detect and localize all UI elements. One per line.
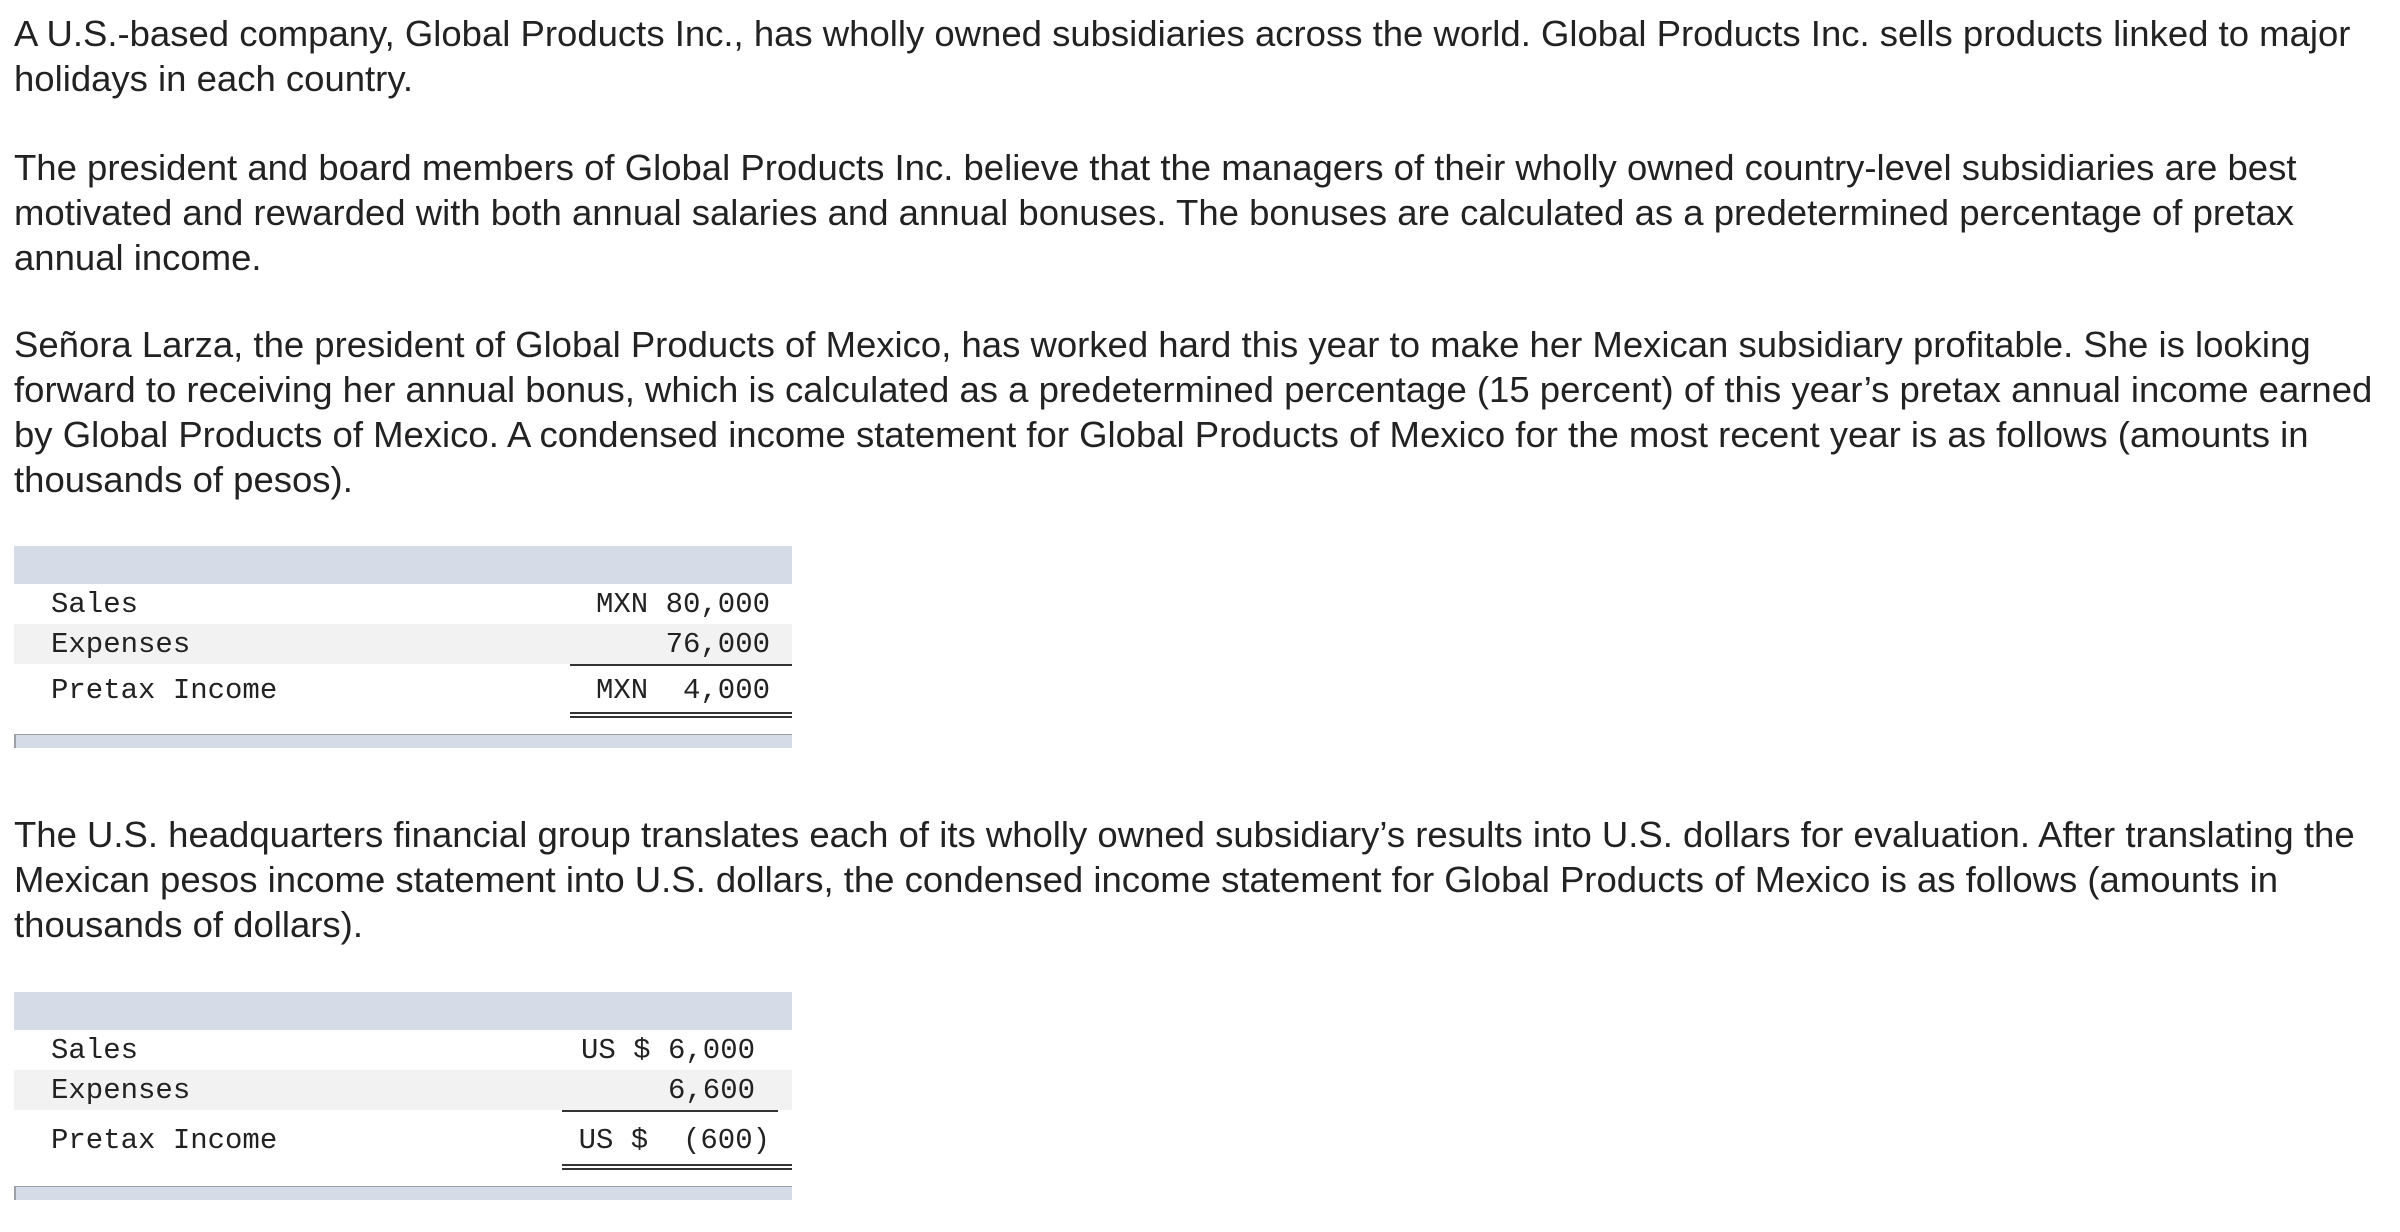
table-row-sales [14, 584, 792, 624]
row-label: Sales [51, 588, 139, 621]
row-label: Pretax Income [51, 674, 278, 707]
bonus-policy-paragraph: The president and board members of Global Products Inc. believe that the managers of their wholly owned country-level subsidiaries are best motivated and rewarded with both annual salaries and annual bonuses. The bonuses are calculated as a predetermined percentage of pretax annual income. [14, 147, 2297, 278]
table-footer-bar [14, 734, 792, 748]
row-value: US $ 6,000 [580, 1034, 755, 1067]
row-value: MXN 4,000 [595, 674, 770, 707]
total-rule-top [570, 712, 792, 714]
translation-paragraph: The U.S. headquarters financial group translates each of its wholly owned subsidiary’s results into U.S. dollars for evaluation. After translating the Mexican pesos income statement into U.S. dollars, the condensed income statement for Global Products of Mexico is as follows (amounts in thousands of dollars). [14, 814, 2355, 945]
table-row-expenses [14, 1070, 792, 1110]
table-row-sales [14, 1030, 792, 1070]
intro-paragraph: A U.S.-based company, Global Products Inc., has wholly owned subsidiaries across the world. Global Products Inc. sells products linked to major holidays in each country. [14, 13, 2351, 99]
table-row-pretax-income [14, 670, 792, 710]
table-row-pretax-income [14, 1120, 792, 1160]
table-footer-bar [14, 1186, 792, 1200]
mexico-context-paragraph: Señora Larza, the president of Global Products of Mexico, has worked hard this year to make her Mexican subsidiary profitable. She is looking forward to receiving her annual bonus, which is calculated as a predetermined percentage (15 percent) of this year’s pretax annual income earned by Global Products of Mexico. A condensed income statement for Global Products of Mexico for the most recent year is as follows (amounts in thousands of pesos). [14, 324, 2373, 500]
subtotal-rule [562, 1110, 778, 1112]
table-header-bar [14, 546, 792, 584]
row-label: Pretax Income [51, 1124, 278, 1157]
total-rule-bottom [570, 716, 792, 718]
subtotal-rule [570, 664, 792, 666]
row-label: Sales [51, 1034, 139, 1067]
row-value: 6,600 [667, 1074, 755, 1107]
table-header-bar [14, 992, 792, 1030]
row-value: US $ (600) [578, 1124, 770, 1157]
total-rule-top [562, 1164, 792, 1166]
row-label: Expenses [51, 1074, 191, 1107]
us-income-statement-table [14, 992, 792, 1202]
total-rule-bottom [562, 1168, 792, 1170]
mexico-income-statement-table [14, 546, 792, 756]
row-value: MXN 80,000 [595, 588, 770, 621]
row-label: Expenses [51, 628, 191, 661]
table-row-expenses [14, 624, 792, 664]
row-value: 76,000 [665, 628, 770, 661]
